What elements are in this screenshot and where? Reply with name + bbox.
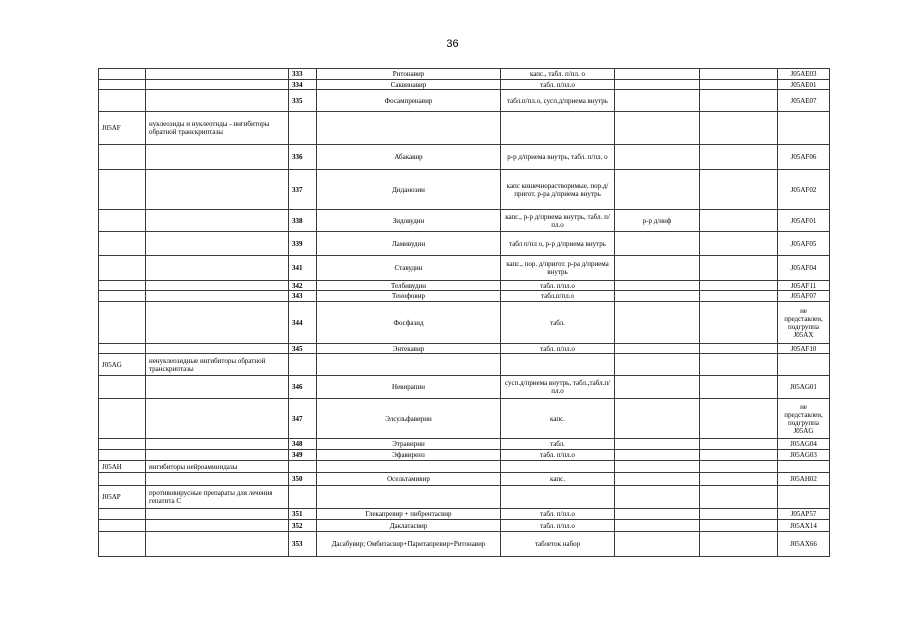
group-name: нуклеозиды и нуклеотиды - ингибиторы обратной транскриптазы (146, 112, 289, 145)
extra-cell (700, 473, 778, 486)
group-name (146, 145, 289, 170)
atc-code: J05AG04 (778, 439, 830, 450)
dosage-form: капс., пор. д/пригот. р-ра д/приема внутрь (501, 256, 615, 281)
table-row (99, 112, 830, 145)
atc-group-code: J05AG (99, 354, 146, 376)
extra-cell (700, 112, 778, 145)
atc-group-code (99, 281, 146, 291)
dosage-form: табл.п/пл.о (501, 291, 615, 302)
group-name (146, 302, 289, 344)
group-name (146, 69, 289, 80)
drug-name: Даклатасвир (317, 520, 501, 532)
row-number: 351 (289, 509, 317, 520)
group-name: ингибиторы нейроаминидазы (146, 461, 289, 473)
row-number: 335 (289, 90, 317, 112)
table-row (99, 80, 830, 90)
group-name (146, 532, 289, 557)
atc-code: не представлен, подгруппа J05AX (778, 302, 830, 344)
dosage-form-extra (615, 399, 700, 439)
drug-name (317, 486, 501, 509)
atc-group-code (99, 399, 146, 439)
dosage-form-extra (615, 486, 700, 509)
table-row (99, 439, 830, 450)
dosage-form: табл.п/пл.о, сусп.д/приема внутрь (501, 90, 615, 112)
extra-cell (700, 232, 778, 256)
row-number: 348 (289, 439, 317, 450)
atc-code: J05AF01 (778, 210, 830, 232)
dosage-form (501, 461, 615, 473)
drug-name: Осельтамивир (317, 473, 501, 486)
drug-name: Саквинавир (317, 80, 501, 90)
row-number (289, 354, 317, 376)
atc-group-code (99, 69, 146, 80)
dosage-form: капс кишечнорастворимые, пор.д/пригот. р-ра д/приема внутрь (501, 170, 615, 210)
drug-name: Ламивудин (317, 232, 501, 256)
group-name (146, 80, 289, 90)
group-name (146, 450, 289, 461)
atc-group-code: J05AF (99, 112, 146, 145)
row-number: 353 (289, 532, 317, 557)
extra-cell (700, 210, 778, 232)
dosage-form-extra (615, 291, 700, 302)
atc-code: J05AF02 (778, 170, 830, 210)
table-row (99, 376, 830, 399)
dosage-form: табл. (501, 439, 615, 450)
table-row (99, 461, 830, 473)
drug-name: Фосфазид (317, 302, 501, 344)
group-name (146, 439, 289, 450)
atc-code: J05AE07 (778, 90, 830, 112)
drug-name: Элсульфавирин (317, 399, 501, 439)
dosage-form-extra (615, 281, 700, 291)
table-row (99, 69, 830, 80)
table-row (99, 210, 830, 232)
atc-code: J05AG03 (778, 450, 830, 461)
dosage-form-extra (615, 256, 700, 281)
group-name (146, 281, 289, 291)
row-number: 347 (289, 399, 317, 439)
group-name (146, 509, 289, 520)
dosage-form: капс., р-р д/приема внутрь, табл. п/пл.о (501, 210, 615, 232)
row-number: 334 (289, 80, 317, 90)
atc-code: J05AF06 (778, 145, 830, 170)
extra-cell (700, 354, 778, 376)
atc-code (778, 486, 830, 509)
drug-name: Телбивудин (317, 281, 501, 291)
row-number (289, 112, 317, 145)
extra-cell (700, 509, 778, 520)
dosage-form: табл. п/пл.о (501, 344, 615, 354)
atc-group-code: J05AP (99, 486, 146, 509)
atc-group-code (99, 256, 146, 281)
atc-group-code (99, 376, 146, 399)
dosage-form-extra (615, 473, 700, 486)
atc-code (778, 112, 830, 145)
row-number: 336 (289, 145, 317, 170)
atc-group-code: J05AH (99, 461, 146, 473)
dosage-form-extra (615, 344, 700, 354)
group-name (146, 291, 289, 302)
atc-group-code (99, 450, 146, 461)
atc-code: J05AF11 (778, 281, 830, 291)
group-name (146, 256, 289, 281)
dosage-form (501, 112, 615, 145)
atc-group-code (99, 532, 146, 557)
table-row (99, 302, 830, 344)
atc-group-code (99, 291, 146, 302)
atc-code: J05AX66 (778, 532, 830, 557)
drug-name (317, 461, 501, 473)
drug-name: Ритонавир (317, 69, 501, 80)
drug-name: Зидовудин (317, 210, 501, 232)
atc-group-code (99, 210, 146, 232)
drug-name: Диданозин (317, 170, 501, 210)
row-number (289, 461, 317, 473)
drug-name: Дасабувир; Омбитасвир+Паритапревир+Ритонавир (317, 532, 501, 557)
row-number: 337 (289, 170, 317, 210)
extra-cell (700, 532, 778, 557)
table-row (99, 520, 830, 532)
dosage-form: табл. п/пл.о (501, 520, 615, 532)
atc-group-code (99, 344, 146, 354)
row-number: 343 (289, 291, 317, 302)
dosage-form: табл. п/пл.о (501, 509, 615, 520)
dosage-form: капс., табл. п/пл. о (501, 69, 615, 80)
table-row (99, 532, 830, 557)
dosage-form-extra (615, 509, 700, 520)
table-row (99, 509, 830, 520)
atc-code: J05AF07 (778, 291, 830, 302)
extra-cell (700, 486, 778, 509)
drug-name: Невирапин (317, 376, 501, 399)
group-name: противовирусные препараты для лечения гепатита С (146, 486, 289, 509)
table-row (99, 281, 830, 291)
dosage-form: р-р д/приема внутрь, табл. п/пл. о (501, 145, 615, 170)
atc-code: не представлен, подгруппа J05AG (778, 399, 830, 439)
dosage-form-extra (615, 532, 700, 557)
atc-code: J05AE03 (778, 69, 830, 80)
row-number: 339 (289, 232, 317, 256)
row-number: 346 (289, 376, 317, 399)
group-name (146, 344, 289, 354)
atc-group-code (99, 520, 146, 532)
extra-cell (700, 90, 778, 112)
extra-cell (700, 69, 778, 80)
dosage-form-extra (615, 232, 700, 256)
dosage-form-extra (615, 302, 700, 344)
atc-code: J05AF10 (778, 344, 830, 354)
drug-name: Глекапревир + пибрентасвир (317, 509, 501, 520)
drug-name: Энтекавир (317, 344, 501, 354)
dosage-form (501, 354, 615, 376)
atc-group-code (99, 145, 146, 170)
dosage-form: табл. п/пл.о (501, 80, 615, 90)
dosage-form-extra (615, 461, 700, 473)
atc-code: J05AG01 (778, 376, 830, 399)
atc-group-code (99, 302, 146, 344)
table-row (99, 450, 830, 461)
extra-cell (700, 399, 778, 439)
table-row (99, 256, 830, 281)
dosage-form-extra (615, 112, 700, 145)
page-number: 36 (446, 38, 459, 50)
atc-code: J05AP57 (778, 509, 830, 520)
dosage-form: табл. п/пл.о (501, 450, 615, 461)
drug-name: Фосампренавир (317, 90, 501, 112)
drug-name: Тенофовир (317, 291, 501, 302)
group-name (146, 399, 289, 439)
dosage-form-extra (615, 439, 700, 450)
dosage-form-extra (615, 145, 700, 170)
extra-cell (700, 344, 778, 354)
table-row (99, 473, 830, 486)
atc-code: J05AE01 (778, 80, 830, 90)
table-row (99, 232, 830, 256)
group-name (146, 210, 289, 232)
atc-code: J05AF04 (778, 256, 830, 281)
dosage-form: табл. (501, 302, 615, 344)
drug-name: Эфавиренз (317, 450, 501, 461)
group-name (146, 90, 289, 112)
dosage-form: таблеток набор (501, 532, 615, 557)
extra-cell (700, 302, 778, 344)
atc-group-code (99, 473, 146, 486)
table-body (99, 69, 830, 557)
dosage-form: сусп.д/приема внутрь, табл.,табл.п/пл.о (501, 376, 615, 399)
dosage-form-extra: р-р д/инф (615, 210, 700, 232)
dosage-form: капс. (501, 473, 615, 486)
atc-group-code (99, 170, 146, 210)
atc-code: J05AH02 (778, 473, 830, 486)
atc-code: J05AF05 (778, 232, 830, 256)
row-number: 341 (289, 256, 317, 281)
extra-cell (700, 80, 778, 90)
atc-code (778, 461, 830, 473)
dosage-form-extra (615, 520, 700, 532)
group-name (146, 520, 289, 532)
atc-group-code (99, 232, 146, 256)
extra-cell (700, 256, 778, 281)
drug-name (317, 112, 501, 145)
dosage-form-extra (615, 354, 700, 376)
group-name (146, 473, 289, 486)
extra-cell (700, 450, 778, 461)
extra-cell (700, 439, 778, 450)
table-row (99, 486, 830, 509)
drug-name: Этравирин (317, 439, 501, 450)
group-name (146, 376, 289, 399)
extra-cell (700, 461, 778, 473)
table-row (99, 354, 830, 376)
group-name (146, 232, 289, 256)
table-row (99, 90, 830, 112)
table-row (99, 291, 830, 302)
group-name: ненуклеозидные ингибиторы обратной транскриптазы (146, 354, 289, 376)
dosage-form-extra (615, 80, 700, 90)
dosage-form-extra (615, 170, 700, 210)
drug-name: Ставудин (317, 256, 501, 281)
dosage-form-extra (615, 90, 700, 112)
extra-cell (700, 376, 778, 399)
drug-name: Абакавир (317, 145, 501, 170)
row-number: 350 (289, 473, 317, 486)
row-number: 344 (289, 302, 317, 344)
dosage-form: табл п/пл о, р-р д/приема внутрь (501, 232, 615, 256)
table-row (99, 399, 830, 439)
dosage-form-extra (615, 450, 700, 461)
atc-code (778, 354, 830, 376)
table-row (99, 344, 830, 354)
dosage-form: табл. п/пл.о (501, 281, 615, 291)
extra-cell (700, 145, 778, 170)
row-number: 333 (289, 69, 317, 80)
atc-code: J05AX14 (778, 520, 830, 532)
dosage-form-extra (615, 376, 700, 399)
extra-cell (700, 170, 778, 210)
drug-table (98, 68, 830, 557)
atc-group-code (99, 80, 146, 90)
atc-group-code (99, 509, 146, 520)
row-number (289, 486, 317, 509)
row-number: 352 (289, 520, 317, 532)
dosage-form-extra (615, 69, 700, 80)
row-number: 349 (289, 450, 317, 461)
table-row (99, 170, 830, 210)
group-name (146, 170, 289, 210)
drug-name (317, 354, 501, 376)
extra-cell (700, 520, 778, 532)
extra-cell (700, 281, 778, 291)
extra-cell (700, 291, 778, 302)
atc-group-code (99, 90, 146, 112)
dosage-form: капс. (501, 399, 615, 439)
table-row (99, 145, 830, 170)
row-number: 345 (289, 344, 317, 354)
atc-group-code (99, 439, 146, 450)
row-number: 338 (289, 210, 317, 232)
dosage-form (501, 486, 615, 509)
row-number: 342 (289, 281, 317, 291)
